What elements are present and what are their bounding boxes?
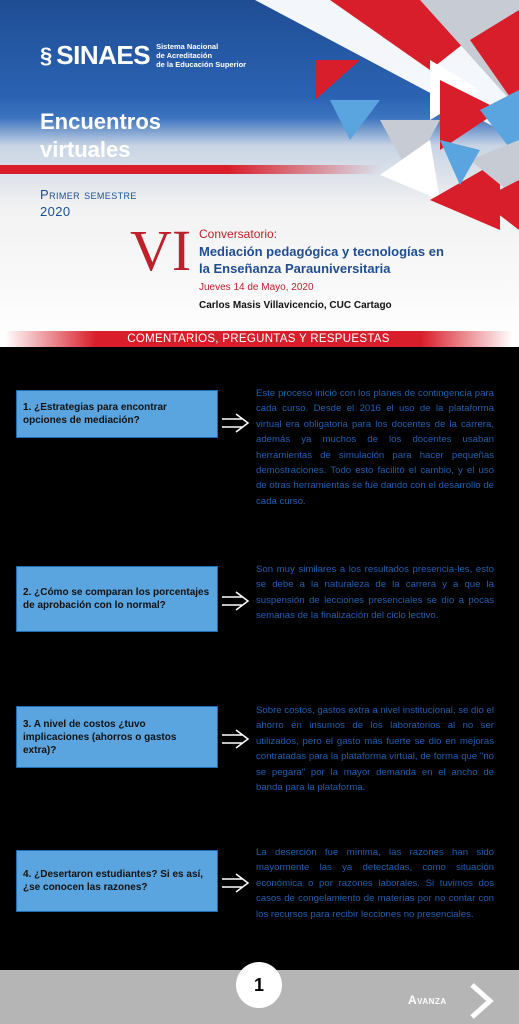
chevron-right-icon[interactable]: [468, 982, 496, 1020]
event-title: Mediación pedagógica y tecnologías en la Enseñanza Parauniversitaria: [199, 244, 444, 276]
double-arrow-icon: [222, 590, 252, 614]
double-arrow-icon: [222, 728, 252, 752]
section-banner: COMENTARIOS, PREGUNTAS Y RESPUESTAS: [5, 331, 512, 347]
question-box: 4. ¿Desertaron estudiantes? Si es así, ¿se conocen las razones?: [16, 850, 218, 912]
double-arrow-icon: [222, 872, 252, 896]
question-box: 2. ¿Cómo se comparan los porcentajes de aprobación con lo normal?: [16, 566, 218, 632]
question-box: 1. ¿Estrategias para encontrar opciones de mediación?: [16, 390, 218, 438]
double-arrow-icon: [222, 412, 252, 436]
question-box: 3. A nivel de costos ¿tuvo implicaciones (ahorros o gastos extra)?: [16, 706, 218, 768]
logo-subtitle: Sistema Nacional de Acreditación de la Educación Superior: [156, 42, 247, 69]
speaker: Carlos Masis Villavicencio, CUC Cartago: [199, 300, 392, 311]
event-date: Jueves 14 de Mayo, 2020: [199, 282, 314, 293]
answer-text: Este proceso inició con los planes de contingencia para cada curso. Desde el 2016 el uso de la plataforma virtual era obligatoria para los docentes de la carrera, además ya muchos de los docentes usaban herramientas de simulación para hacer pequeñas demostraciones. Todo esto facilitó el cambio, y el uso de otras herramientas se fue dando con el desarrollo de cada curso.: [256, 388, 494, 507]
answer-text: Sobre costos, gastos extra a nivel institucional, se dio el ahorro en insumos de los laboratorios al no ser utilizados, pero el gasto más fuerte se dio en mejoras contratadas para la plataforma virtual, de forma que "no se pegara" por la mayor demanda en el ancho de banda para la plataforma.: [256, 705, 494, 794]
answer-text: Son muy similares a los resultados presencia-les, esto se debe a la naturaleza de la carrera y a que la suspensión de lecciones presenciales se dio a pocas semanas de la finalización del ciclo lectivo.: [256, 564, 494, 622]
conversatorio-label: Conversatorio:: [199, 227, 278, 241]
next-button-label[interactable]: Avanza: [408, 993, 447, 1007]
page-title: Encuentros virtuales: [40, 109, 162, 162]
answer-text: La deserción fue mínima, las razones han sido mayormente las ya detectadas, como situación económica o por razones laborales. Si tuvimos dos casos de congelamiento de materias por no contar con los recursos para recibir lecciones no presenciales.: [256, 847, 494, 920]
roman-numeral: VI: [130, 218, 192, 283]
header: [0, 0, 519, 347]
page-number: 1: [236, 962, 282, 1008]
semester-label: Primer semestre 2020: [40, 187, 137, 219]
sinaes-logo: [40, 40, 246, 71]
red-divider: [0, 165, 380, 174]
sinaes-swirl-icon: §: [40, 42, 53, 68]
logo-name: SINAES: [56, 40, 151, 70]
